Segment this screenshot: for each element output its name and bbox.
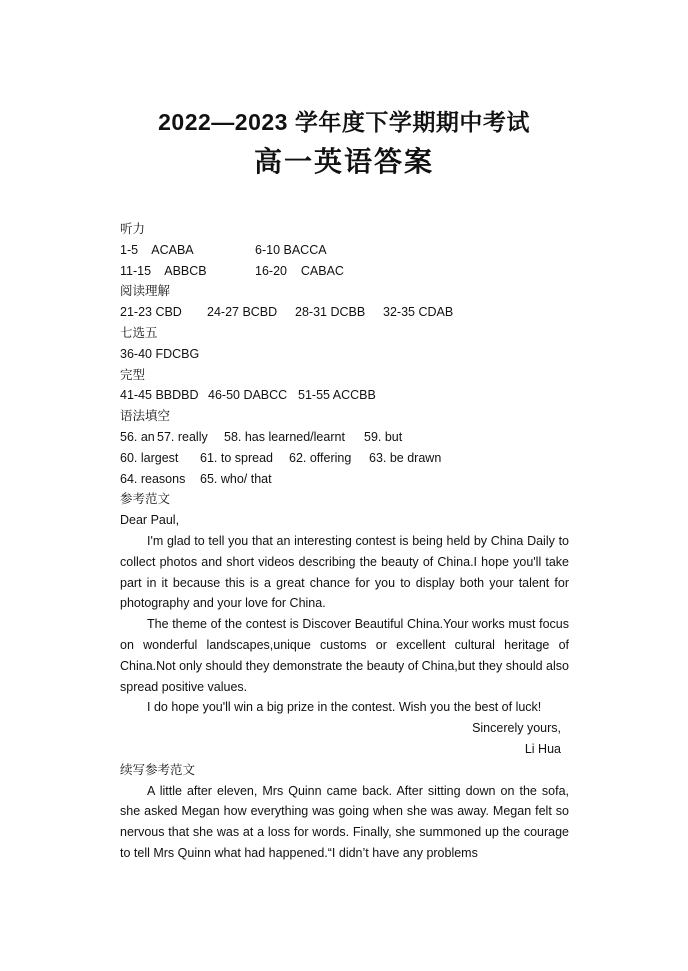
grammar-answer: 62. offering <box>289 450 352 465</box>
cloze-answer: 51-55 ACCBB <box>298 388 376 403</box>
letter-greeting: Dear Paul, <box>120 513 180 528</box>
continuation-heading: 续写参考范文 <box>120 761 196 777</box>
letter-paragraph: I do hope you'll win a big prize in the contest. Wish you the best of luck! <box>147 700 542 715</box>
letter-paragraph: I'm glad to tell you that an interesting contest is being held by China Daily to collect photos and short videos describing the beauty of China.I hope you'll take part in it because this is a great chance for you to display both your talent for photography and your love for China. <box>120 533 569 611</box>
reading-row <box>120 302 569 323</box>
reading-answer: 21-23 CBD <box>120 305 182 320</box>
letter-paragraph: The theme of the contest is Discover Beautiful China.Your works must focus on wonderful landscapes,unique customs or excellent cultural heritage of China.Not only should they demonstrate the beauty of China,but they should also spread positive values. <box>120 617 569 694</box>
cloze-heading: 完型 <box>120 366 146 382</box>
grammar-answer: 63. be drawn <box>369 450 442 465</box>
cloze-row <box>120 385 569 406</box>
grammar-answer: 60. largest <box>120 450 179 465</box>
grammar-answer: 64. reasons <box>120 471 186 486</box>
listening-heading: 听力 <box>120 221 146 236</box>
listening-answer: 16-20 CABAC <box>255 263 344 278</box>
reading-heading: 阅读理解 <box>120 283 171 299</box>
grammar-answer: 58. has learned/learnt <box>224 429 345 444</box>
reading-answer: 24-27 BCBD <box>207 305 278 320</box>
grammar-row <box>120 448 569 469</box>
reading-answer: 32-35 CDAB <box>383 305 454 320</box>
grammar-row <box>120 469 569 490</box>
reading-answer: 28-31 DCBB <box>295 305 366 320</box>
grammar-answer: 59. but <box>364 429 403 444</box>
grammar-answer: 57. really <box>157 429 208 444</box>
seven-choose-five-heading: 七选五 <box>120 324 158 340</box>
grammar-heading: 语法填空 <box>120 408 171 424</box>
grammar-answer: 61. to spread <box>200 450 273 465</box>
listening-row <box>120 261 569 282</box>
letter-signature: Li Hua <box>524 741 561 756</box>
grammar-answer: 56. an <box>120 429 155 444</box>
listening-answer: 6-10 BACCA <box>255 242 327 257</box>
seven-choose-five-answer: 36-40 FDCBG <box>120 346 200 361</box>
listening-answer: 1-5 ACABA <box>120 242 194 257</box>
listening-row <box>120 240 569 261</box>
answer-body <box>120 219 569 864</box>
grammar-row <box>120 427 569 448</box>
seven-choose-five-row <box>120 344 569 365</box>
continuation-paragraph: A little after eleven, Mrs Quinn came back. After sitting down on the sofa, she asked Megan how everything was going when she was away. Megan felt so nervous that she was at a loss for words. Finally, she summoned up the courage to tell Mrs Quinn what had happened.“I didn’t have any problems <box>120 783 569 860</box>
cloze-answer: 41-45 BBDBD <box>120 388 199 403</box>
cloze-answer: 46-50 DABCC <box>208 388 288 403</box>
letter-closing: Sincerely yours, <box>472 721 561 736</box>
grammar-answer: 65. who/ that <box>200 471 272 486</box>
answer-key-title: 高一英语答案 <box>253 145 434 178</box>
sample-letter-heading: 参考范文 <box>120 491 171 507</box>
listening-answer: 11-15 ABBCB <box>120 263 207 278</box>
exam-title: 2022—2023 学年度下学期期中考试 <box>158 109 530 135</box>
